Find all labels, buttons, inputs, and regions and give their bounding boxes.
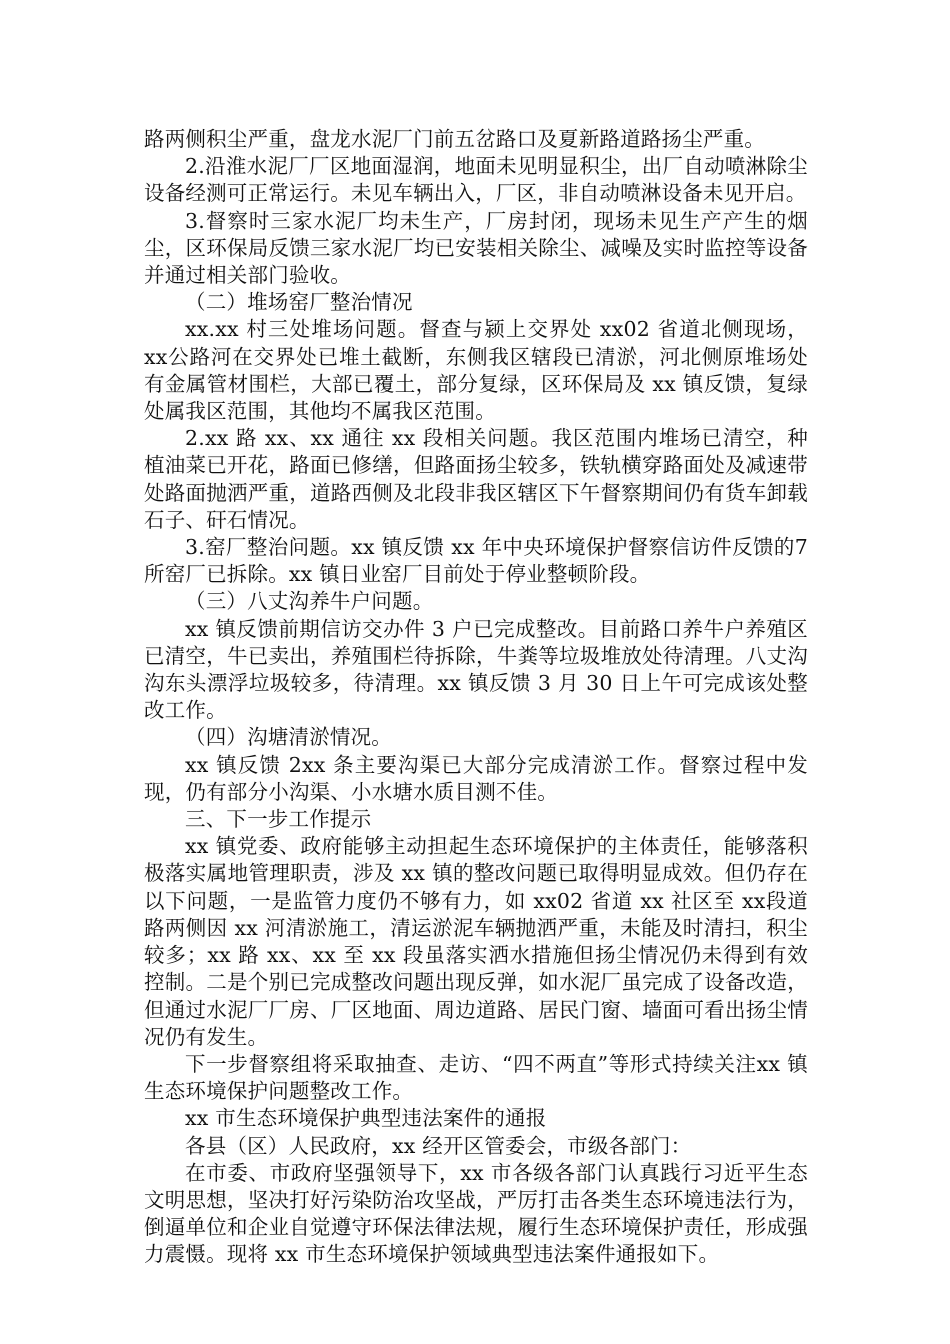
paragraph-storage-1: xx.xx 村三处堆场问题。督查与颍上交界处 xx02 省道北侧现场，xx公路河在交界处已堆土截断，东侧我区辖段已清淤，河北侧原堆场处有金属管材围栏，大部已覆土，部分复绿，区环保局及 xx 镇反馈，复绿处属我区范围，其他均不属我区范围。	[144, 317, 808, 424]
paragraph-cattle: xx 镇反馈前期信访交办件 3 户已完成整改。目前路口养牛户养殖区已清空，牛已卖出，养殖围栏待拆除，牛粪等垃圾堆放处待清理。八丈沟沟东头漂浮垃圾较多，待清理。xx 镇反馈 3 月 30 日上午可完成该处整改工作。	[144, 616, 808, 723]
paragraph-ditch: xx 镇反馈 2xx 条主要沟渠已大部分完成清淤工作。督察过程中发现，仍有部分小沟渠、小水塘水质目测不佳。	[144, 752, 808, 804]
paragraph-follow-up: 下一步督察组将采取抽查、走访、“四不两直”等形式持续关注xx 镇生态环境保护问题整改工作。	[144, 1051, 808, 1104]
paragraph-storage-3: 3.窑厂整治问题。xx 镇反馈 xx 年中央环境保护督察信访件反馈的7 所窑厂已拆除。xx 镇日业窑厂目前处于停业整顿阶段。	[144, 535, 808, 587]
section-heading-next-steps: 三、下一步工作提示	[185, 807, 372, 832]
paragraph-next-steps: xx 镇党委、政府能够主动担起生态环境保护的主体责任，能够落积极落实属地管理职责，涉及 xx 镇的整改问题已取得明显成效。但仍存在以下问题，一是监管力度仍不够有力，如 xx02 省道 xx 社区至 xx段道路两侧因 xx 河清淤施工，清运淤泥车辆抛洒严重，未能及时清扫，积尘较多；xx 路 xx、xx 至 xx 段虽落实洒水措施但扬尘情况仍未得到有效控制。二是个别已完成整改问题出现反弹，如水泥厂虽完成了设备改造，但通过水泥厂厂房、厂区地面、周边道路、居民门窗、墙面可看出扬尘情况仍有发生。	[144, 834, 808, 1049]
notice-addressee: 各县（区）人民政府，xx 经开区管委会，市级各部门：	[185, 1133, 692, 1158]
section-heading-4: （四）沟塘清淤情况。	[185, 725, 392, 750]
notice-title: xx 市生态环境保护典型违法案件的通报	[185, 1106, 547, 1131]
paragraph-item-2: 2.沿淮水泥厂厂区地面湿润，地面未见明显积尘，出厂自动喷淋除尘设备经测可正常运行。未见车辆出入，厂区，非自动喷淋设备未见开启。	[144, 154, 808, 206]
notice-body: 在市委、市政府坚强领导下，xx 市各级各部门认真践行习近平生态文明思想，坚决打好污染防治攻坚战，严厉打击各类生态环境违法行为，倒逼单位和企业自觉遵守环保法律法规，履行生态环境保护责任，形成强力震慑。现将 xx 市生态环境保护领域典型违法案件通报如下。	[144, 1160, 808, 1267]
paragraph-continuation: 路两侧积尘严重，盘龙水泥厂门前五岔路口及夏新路道路扬尘严重。	[144, 127, 765, 151]
paragraph-item-3: 3.督察时三家水泥厂均未生产，厂房封闭，现场未见生产产生的烟尘，区环保局反馈三家水泥厂均已安装相关除尘、减噪及实时监控等设备并通过相关部门验收。	[144, 208, 808, 288]
section-heading-2: （二）堆场窑厂整治情况	[185, 290, 413, 315]
section-heading-3: （三）八丈沟养牛户问题。	[185, 589, 434, 614]
paragraph-storage-2: 2.xx 路 xx、xx 通往 xx 段相关问题。我区范围内堆场已清空，种植油菜已开花，路面已修缮，但路面扬尘较多，铁轨横穿路面处及减速带处路面抛洒严重，道路西侧及北段非我区辖区下午督察期间仍有货车卸载石子、矸石情况。	[144, 426, 808, 532]
document-body	[144, 126, 808, 1269]
